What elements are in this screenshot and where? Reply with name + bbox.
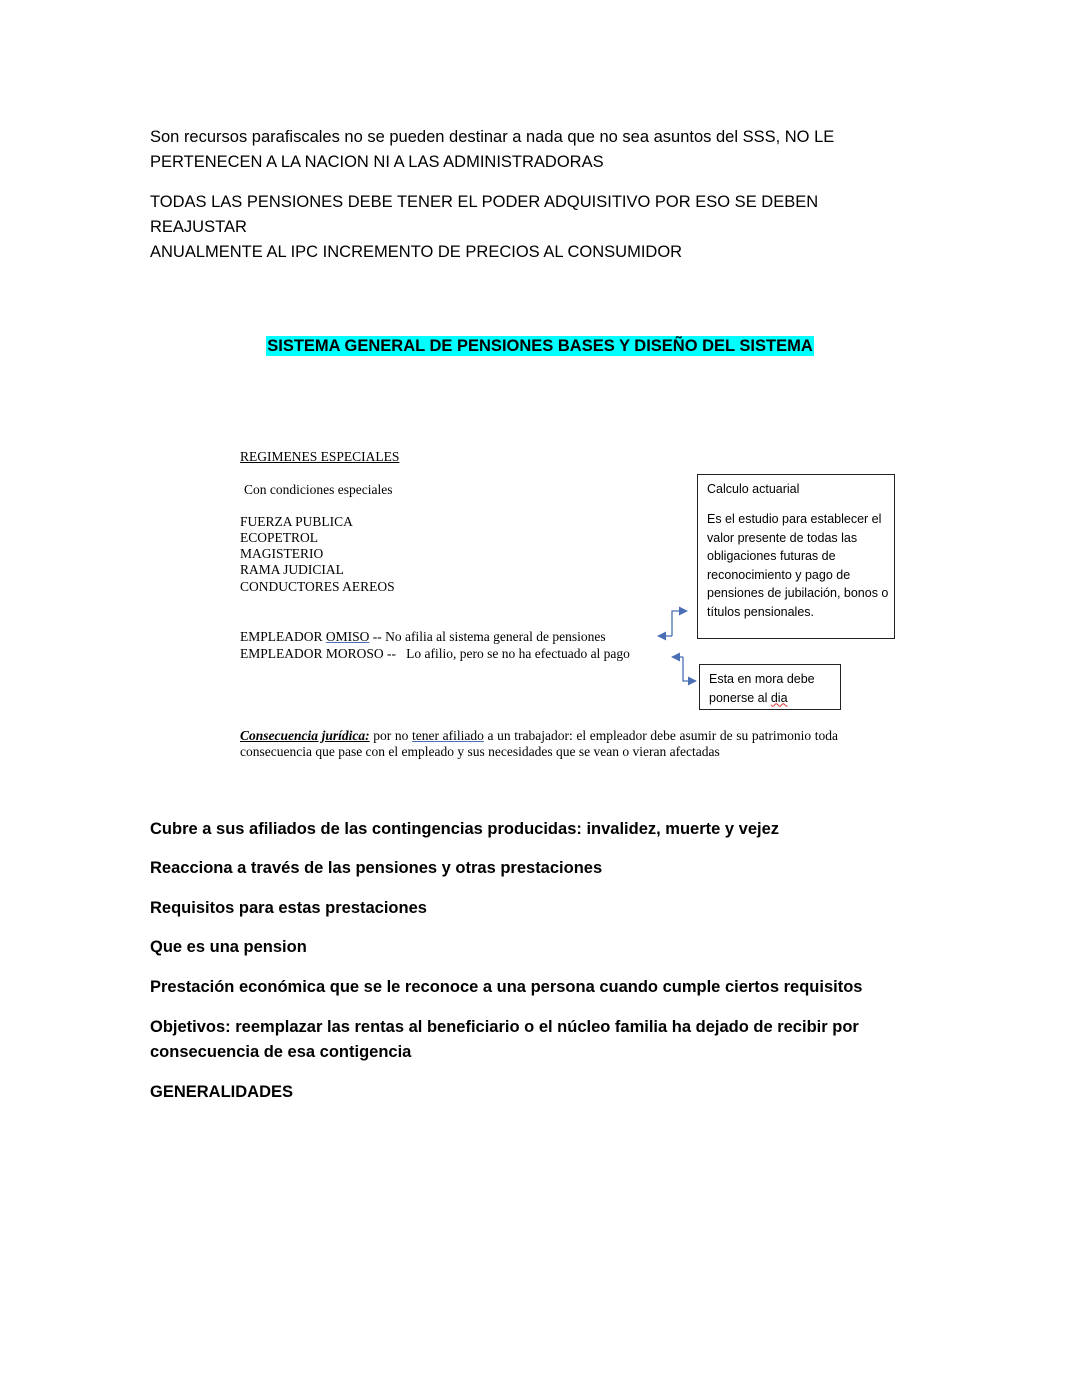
- regime-item: CONDUCTORES AEREOS: [240, 579, 395, 594]
- regime-item: ECOPETROL: [240, 530, 319, 545]
- bottom-line-3: Requisitos para estas prestaciones: [150, 899, 427, 917]
- consecuencia-lead: Consecuencia jurídica:: [240, 728, 370, 743]
- calculo-actuarial-body: Es el estudio para establecer el valor presente de todas las obligaciones futuras de reconocimiento y pago de pensiones de jubilación, bonos o títulos pensionales.: [707, 512, 889, 619]
- bottom-line-5: Prestación económica que se le reconoce a una persona cuando cumple ciertos requisitos: [150, 978, 863, 996]
- intro-paragraph-1: [150, 125, 910, 175]
- omiso-text: -- No afilia al sistema general de pensiones: [369, 629, 606, 644]
- moroso-label: EMPLEADOR MOROSO --: [240, 646, 397, 661]
- intro-paragraph-1-line-1: Son recursos parafiscales no se pueden destinar a nada que no sea asuntos del SSS, NO LE: [150, 128, 835, 146]
- intro-paragraph-2-line-1: TODAS LAS PENSIONES DEBE TENER EL PODER ADQUISITIVO POR ESO SE DEBEN REAJUSTAR: [150, 193, 819, 236]
- section-title-wrap: [0, 335, 1080, 357]
- embedded-diagram-image: [238, 444, 898, 784]
- intro-paragraph-1-line-2: PERTENECEN A LA NACION NI A LAS ADMINISTRADORAS: [150, 153, 604, 171]
- bottom-line-2: Reacciona a través de las pensiones y otras prestaciones: [150, 859, 603, 877]
- arrow-omiso-to-calculo: [672, 611, 687, 636]
- regime-item: RAMA JUDICIAL: [240, 562, 344, 577]
- omiso-word: OMISO: [325, 629, 370, 644]
- bottom-paragraph-objetivos: [150, 1015, 910, 1065]
- regime-item: MAGISTERIO: [240, 546, 324, 561]
- bottom-line-6b: consecuencia de esa contigencia: [150, 1043, 412, 1061]
- bottom-line-4: Que es una pension: [150, 938, 307, 956]
- consecuencia-juridica-paragraph: [240, 728, 838, 760]
- regimes-subheading: Con condiciones especiales: [244, 482, 393, 497]
- regime-item: FUERZA PUBLICA: [240, 514, 353, 529]
- mora-box-line-2b: dia: [770, 690, 788, 705]
- regimes-heading: REGIMENES ESPECIALES: [240, 449, 400, 464]
- moroso-text: Lo afilio, pero se no ha efectuado al pago: [406, 646, 630, 661]
- mora-box-line-1: Esta en mora debe: [709, 672, 815, 686]
- intro-paragraph-2: [150, 190, 910, 265]
- consecuencia-b: a un trabajador: el empleador debe asumir de su patrimonio toda consecuencia que pase con el empleado y sus necesidades que se vean o vieran afectadas: [240, 728, 838, 759]
- bottom-line-7: GENERALIDADES: [150, 1083, 294, 1101]
- omiso-label: EMPLEADOR: [240, 629, 326, 644]
- bottom-line-1: Cubre a sus afiliados de las contingencias producidas: invalidez, muerte y vejez: [150, 820, 780, 838]
- bottom-line-6a: Objetivos: reemplazar las rentas al beneficiario o el núcleo familia ha dejado de recibir por: [150, 1018, 859, 1036]
- section-title: SISTEMA GENERAL DE PENSIONES BASES Y DISEÑO DEL SISTEMA: [267, 337, 813, 355]
- calculo-actuarial-title: Calculo actuarial: [707, 482, 800, 496]
- mora-box-line-2a: ponerse al: [709, 690, 771, 705]
- arrow-moroso-to-mora: [683, 657, 696, 681]
- consecuencia-a: por no: [369, 728, 413, 743]
- consecuencia-underlined: tener afiliado: [412, 728, 484, 743]
- intro-paragraph-2-line-2: ANUALMENTE AL IPC INCREMENTO DE PRECIOS AL CONSUMIDOR: [150, 243, 683, 261]
